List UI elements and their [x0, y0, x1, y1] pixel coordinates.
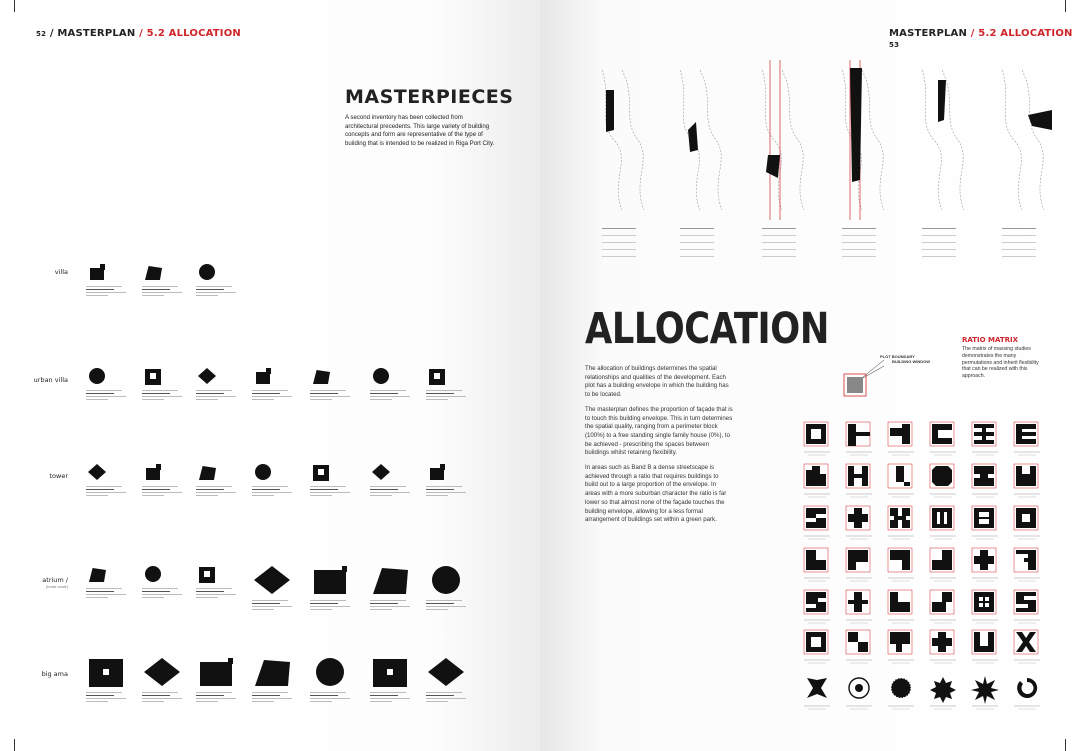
ratio-matrix-tile [964, 500, 1006, 540]
ratio-matrix-tile [796, 500, 838, 540]
left-page-header [36, 28, 241, 39]
ratio-matrix-tile [838, 672, 880, 712]
ratio-matrix-text: The matrix of massing studies demonstrates the many permutations and inherit flexibility that can be realized with this approach. [962, 346, 1039, 380]
ratio-matrix-tile [838, 542, 880, 582]
icon-caption [426, 692, 472, 704]
plot-diagram [752, 60, 818, 228]
allocation-paragraph: The allocation of buildings determines the spatial relationships and qualities of the development. Each plot has a building envelope in which the building has to be located. [585, 365, 729, 399]
ratio-matrix-tile [922, 458, 964, 498]
icon-caption [196, 286, 242, 298]
row-label-urban-villa [10, 376, 68, 384]
row-label-text: big ama [41, 670, 68, 678]
icon-caption [426, 486, 472, 498]
ratio-matrix-tile [880, 458, 922, 498]
row-label-atrium [10, 576, 68, 589]
icon-caption [252, 390, 298, 402]
icon-caption [370, 390, 416, 402]
icon-caption [142, 390, 188, 402]
ratio-matrix-tile [964, 542, 1006, 582]
ratio-matrix-tile [796, 458, 838, 498]
ratio-matrix-tile [796, 624, 838, 664]
icon-caption [310, 600, 356, 612]
plot-diagram [592, 60, 658, 228]
allocation-text [585, 365, 733, 531]
plot-diagram [832, 60, 898, 228]
icon-caption [86, 692, 132, 704]
ratio-matrix-tile [922, 672, 964, 712]
ratio-matrix-tile [1006, 542, 1048, 582]
icon-caption [310, 390, 356, 402]
row-label-sub: (inner court) [46, 585, 68, 589]
ratio-matrix-tile [1006, 500, 1048, 540]
icon-caption [252, 692, 298, 704]
ratio-matrix-tile [880, 624, 922, 664]
plot-boundary-label: PLOT BOUNDARY [880, 354, 915, 359]
row-label-text: villa [54, 268, 68, 276]
icon-caption [196, 588, 242, 600]
crop-mark [14, 0, 15, 12]
plot-key-table [842, 228, 876, 263]
ratio-matrix-tile [1006, 672, 1048, 712]
ratio-matrix-tile [1006, 416, 1048, 456]
ratio-matrix-tile [796, 672, 838, 712]
icon-caption [252, 600, 298, 612]
ratio-matrix-tile [964, 416, 1006, 456]
crop-mark [1065, 739, 1066, 751]
icon-caption [86, 486, 132, 498]
icon-caption [142, 692, 188, 704]
ratio-matrix-tile [880, 584, 922, 624]
icon-caption [370, 692, 416, 704]
allocation-paragraph: The masterplan defines the proportion of façade that is to touch this building envelope. This in turn determines the spatial quality, ranging from a perimeter block (100%) to a free standing single family house (0%), to be achieved - prescribing the spaces between buildings whilst retaining flexibility. [585, 405, 733, 457]
ratio-matrix-tile [838, 584, 880, 624]
ratio-matrix-tile [1006, 584, 1048, 624]
right-page-header [889, 28, 1080, 50]
left-header-section: / MASTERPLAN [49, 28, 136, 39]
icon-caption [310, 692, 356, 704]
right-header-section: MASTERPLAN [889, 28, 968, 39]
row-label-text: urban villa [33, 376, 68, 384]
plot-diagram [670, 60, 736, 228]
left-page-number: 52 [36, 30, 47, 38]
ratio-matrix-tile [922, 624, 964, 664]
icon-caption [426, 600, 472, 612]
ratio-matrix-tile [838, 624, 880, 664]
icon-caption [142, 588, 188, 600]
ratio-matrix-tile [838, 500, 880, 540]
building-window-label: BUILDING WINDOW [892, 359, 930, 364]
ratio-matrix-tile [880, 416, 922, 456]
masterpieces-title: MASTERPIECES [345, 86, 514, 108]
icon-caption [86, 588, 132, 600]
ratio-matrix-tile [922, 542, 964, 582]
ratio-matrix-tile [1006, 624, 1048, 664]
crop-mark [14, 739, 15, 751]
crop-mark [1065, 0, 1066, 12]
icon-caption [370, 486, 416, 498]
ratio-matrix-tile [964, 624, 1006, 664]
ratio-matrix-tile [922, 584, 964, 624]
ratio-matrix-tile [880, 500, 922, 540]
icon-caption [86, 286, 132, 298]
icon-caption [196, 486, 242, 498]
ratio-matrix-tile [880, 672, 922, 712]
plot-diagram [992, 60, 1058, 228]
row-label-villa [10, 268, 68, 276]
plot-legend-diagram [838, 356, 888, 408]
icon-caption [196, 692, 242, 704]
allocation-title: ALLOCATION [585, 304, 829, 354]
ratio-matrix-title: RATIO MATRIX [962, 336, 1019, 344]
icon-caption [252, 486, 298, 498]
masterpieces-text: A second inventory has been collected from architectural precedents. This large variety of building concepts and form are representative of the type of building that is intended to be realized in Riga Port City. [345, 114, 495, 147]
row-label-tower [10, 472, 68, 480]
icon-caption [142, 286, 188, 298]
right-header-subsection: / 5.2 ALLOCATION [970, 28, 1073, 39]
plot-key-table [922, 228, 956, 263]
row-label-big-ama [10, 670, 68, 678]
ratio-matrix-tile [922, 500, 964, 540]
ratio-matrix-tile [964, 458, 1006, 498]
icon-caption [426, 390, 472, 402]
ratio-matrix-tile [796, 584, 838, 624]
allocation-paragraph: In areas such as Band B a dense streetscape is achieved through a ratio that requires buildings to build out to a large proportion of the envelope. In areas with a more suburban character the ratio is far lower so that almost none of the façade touches the building envelope, allowing for a less formal arrangement of buildings set within a green park. [585, 464, 727, 524]
ratio-matrix-tile [880, 542, 922, 582]
ratio-matrix-tile [838, 458, 880, 498]
icon-caption [196, 390, 242, 402]
row-label-text: tower [49, 472, 68, 480]
icon-caption [310, 486, 356, 498]
plot-key-table [680, 228, 714, 263]
right-page-number: 53 [889, 41, 900, 49]
icon-caption [86, 390, 132, 402]
ratio-matrix-tile [796, 416, 838, 456]
plot-key-table [1002, 228, 1036, 263]
ratio-matrix-tile [838, 416, 880, 456]
ratio-matrix-tile [964, 584, 1006, 624]
ratio-matrix-tile [796, 542, 838, 582]
left-header-subsection: / 5.2 ALLOCATION [139, 28, 241, 39]
icon-caption [370, 600, 416, 612]
ratio-matrix-tile [922, 416, 964, 456]
row-label-text: atrium / [42, 576, 68, 584]
ratio-matrix-tile [964, 672, 1006, 712]
ratio-matrix-tile [1006, 458, 1048, 498]
icon-caption [142, 486, 188, 498]
plot-key-table [762, 228, 796, 263]
plot-key-table [602, 228, 636, 263]
plot-diagram [912, 60, 978, 228]
